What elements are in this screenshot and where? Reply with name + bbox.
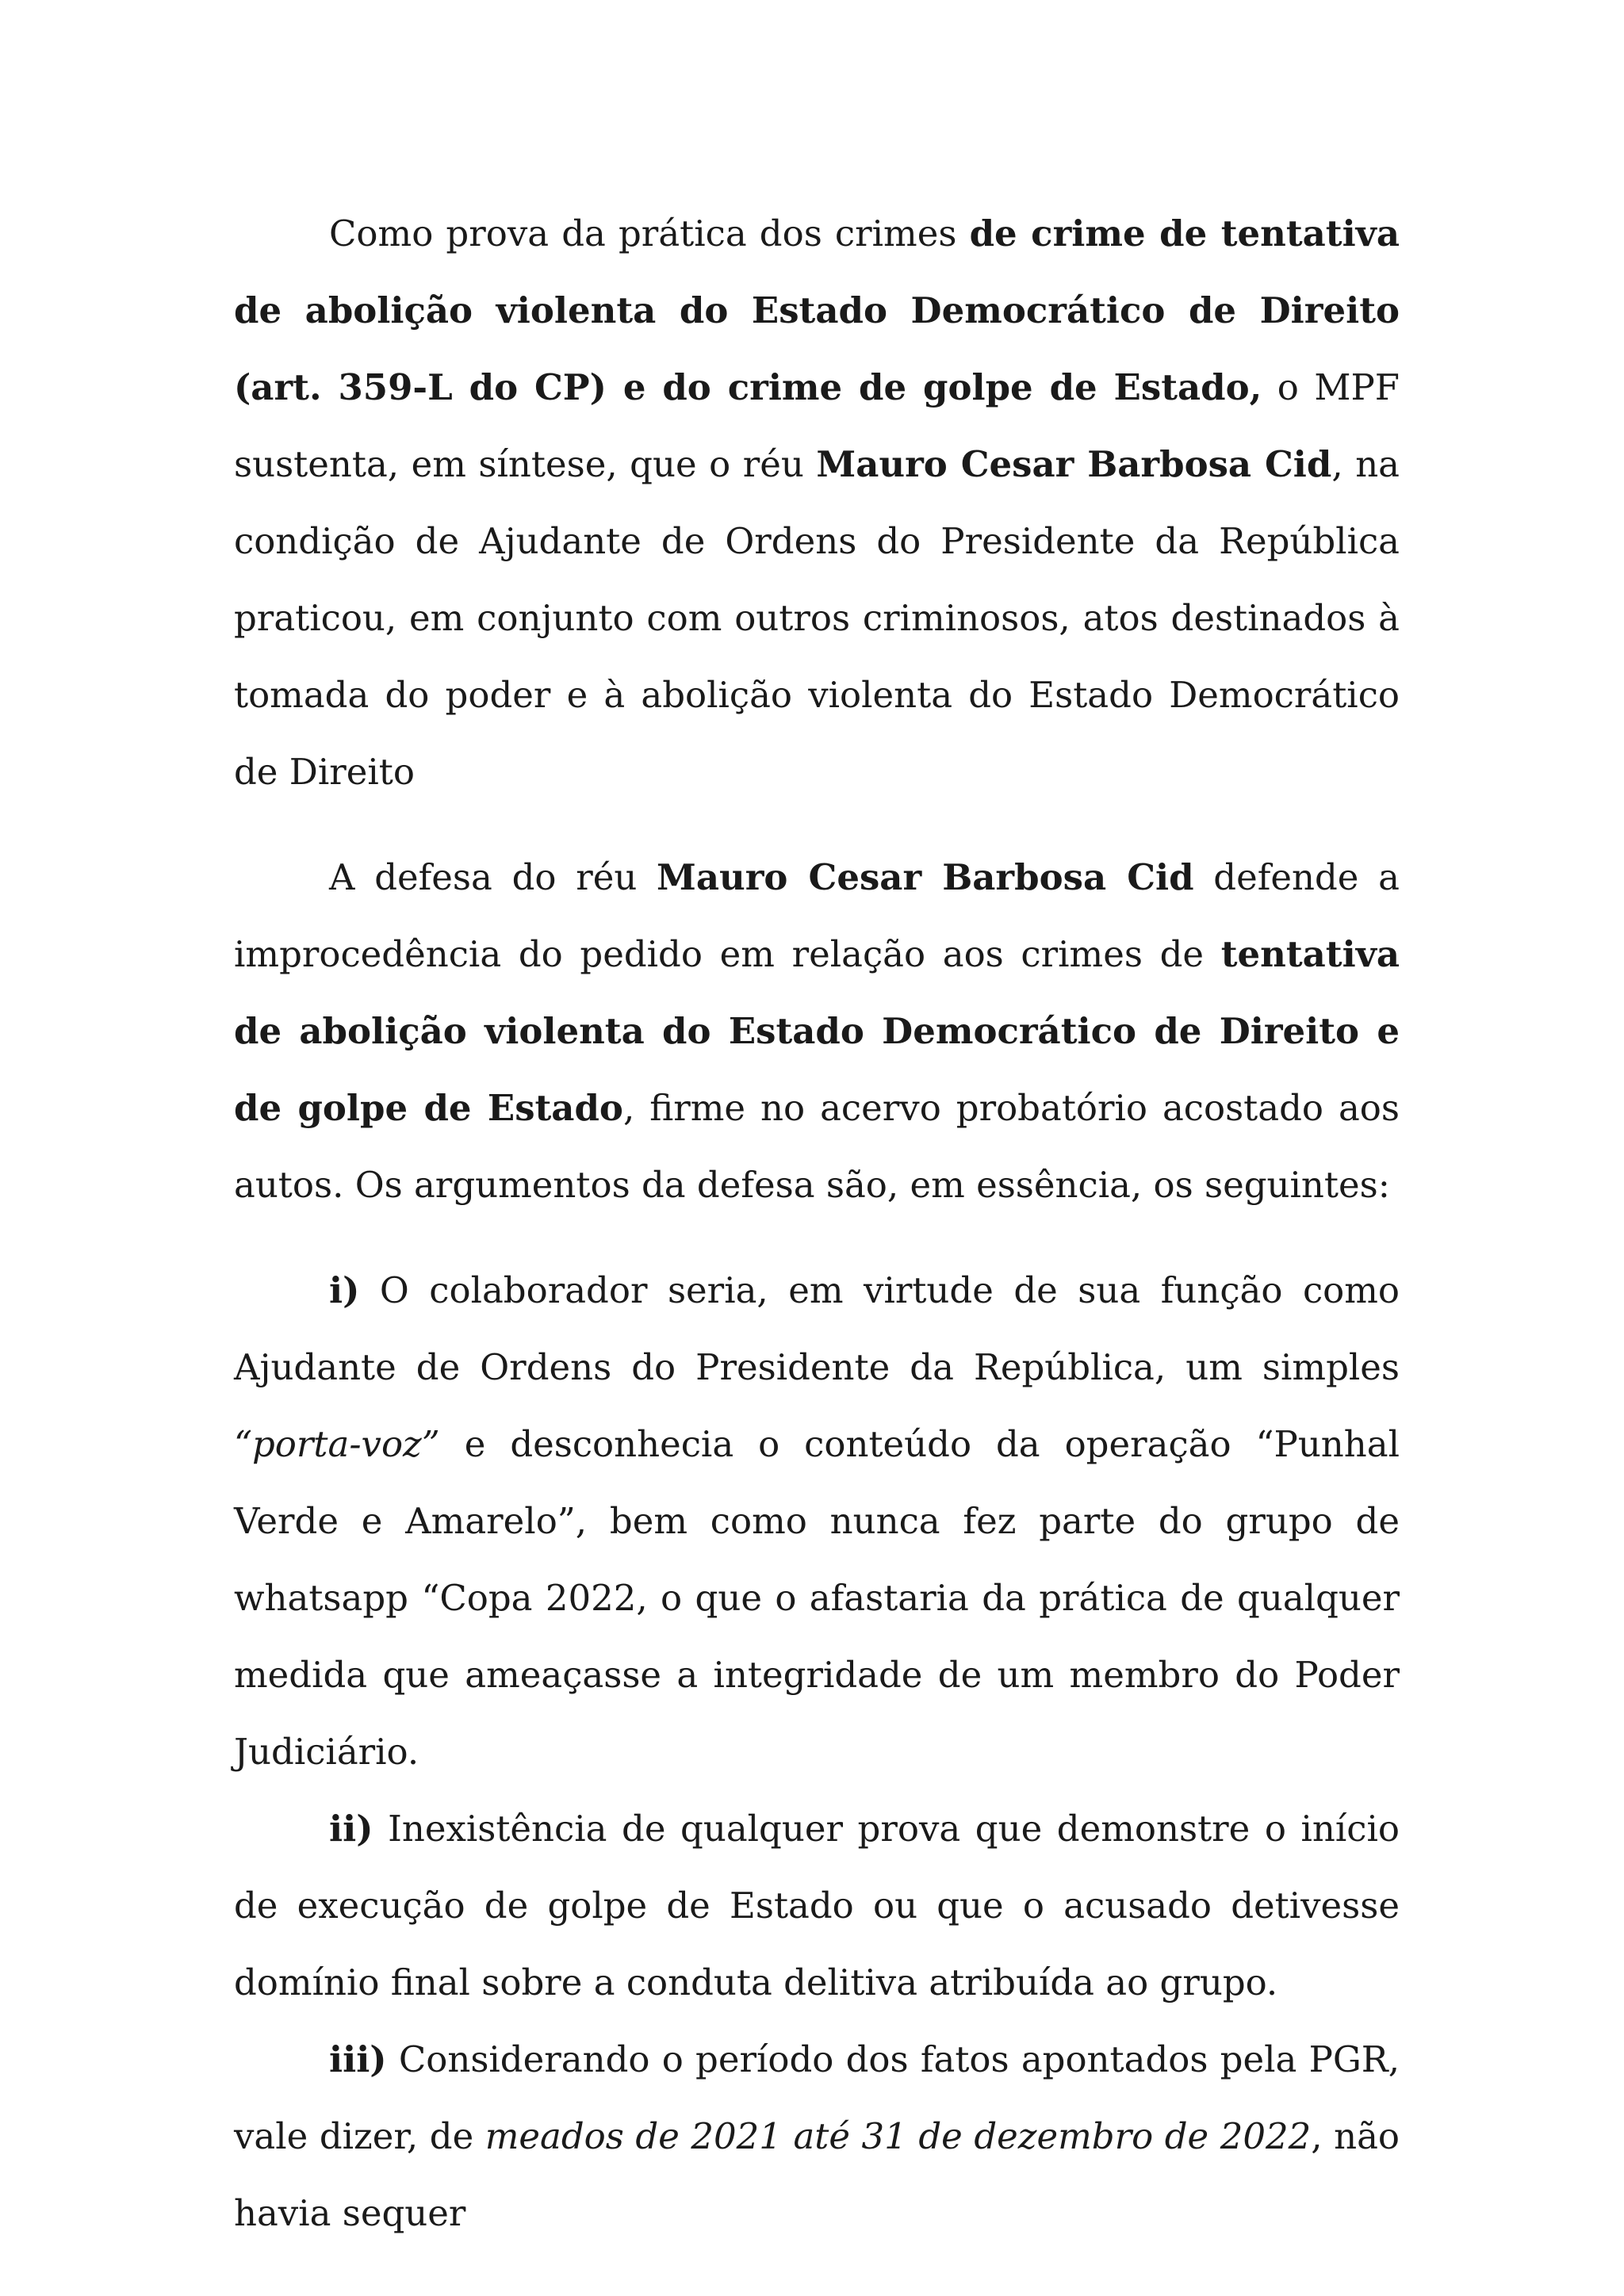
paragraph-defense-position [234,839,1400,1223]
list-marker: i) [329,1269,360,1311]
list-marker: iii) [329,2038,387,2080]
defendant-name: Mauro Cesar Barbosa Cid [657,856,1194,898]
italic-text-run: meados de 2021 até 31 de dezembro de 2022 [485,2115,1312,2157]
text-run: o MPF sustenta, em síntese, que o réu [234,366,1400,485]
text-run: e desconhecia o conteúdo da operação “Punhal Verde e Amarelo”, bem como nunca fez parte do grupo de whatsapp “Copa 2022, o que o afastaria da prática de qualquer medida que ameaçasse a integridade de um membro do Poder Judiciário. [234,1423,1400,1773]
text-run: Inexistência de qualquer prova que demonstre o início de execução de golpe de Estado ou que o acusado detivesse domínio final sobre a conduta delitiva atribuída ao grupo. [234,1808,1400,2003]
text-run: defende a improcedência do pedido em relação aos crimes de [234,856,1400,975]
paragraph-mpf-accusation [234,195,1400,810]
document-page [234,195,1400,2252]
text-run: A defesa do réu [329,856,657,898]
list-marker: ii) [329,1808,373,1850]
text-run: , não havia sequer [234,2115,1400,2234]
paragraph-argument-ii [234,1790,1400,2021]
defendant-name: Mauro Cesar Barbosa Cid [816,443,1332,485]
bold-text-run: de crime de tentativa de abolição violenta do Estado Democrático de Direito (art. 359-L do CP) e do crime de golpe de Estado, [234,212,1400,408]
text-run: , na condição de Ajudante de Ordens do Presidente da República praticou, em conjunto com outros criminosos, atos destinados à tomada do poder e à abolição violenta do Estado Democrático de Direito [234,443,1400,793]
bold-text-run: tentativa de abolição violenta do Estado Democrático de Direito e de golpe de Estado [234,933,1400,1129]
text-run: O colaborador seria, em virtude de sua função como Ajudante de Ordens do Presidente da República, um simples [234,1269,1400,1388]
text-run: , firme no acervo probatório acostado aos autos. Os argumentos da defesa são, em essência, os seguintes: [234,1087,1400,1206]
text-run: Como prova da prática dos crimes [329,212,970,254]
text-run: Considerando o período dos fatos apontados pela PGR, vale dizer, de [234,2038,1400,2157]
italic-text-run: “porta-voz” [234,1423,440,1465]
paragraph-argument-iii [234,2021,1400,2252]
paragraph-argument-i [234,1252,1400,1790]
